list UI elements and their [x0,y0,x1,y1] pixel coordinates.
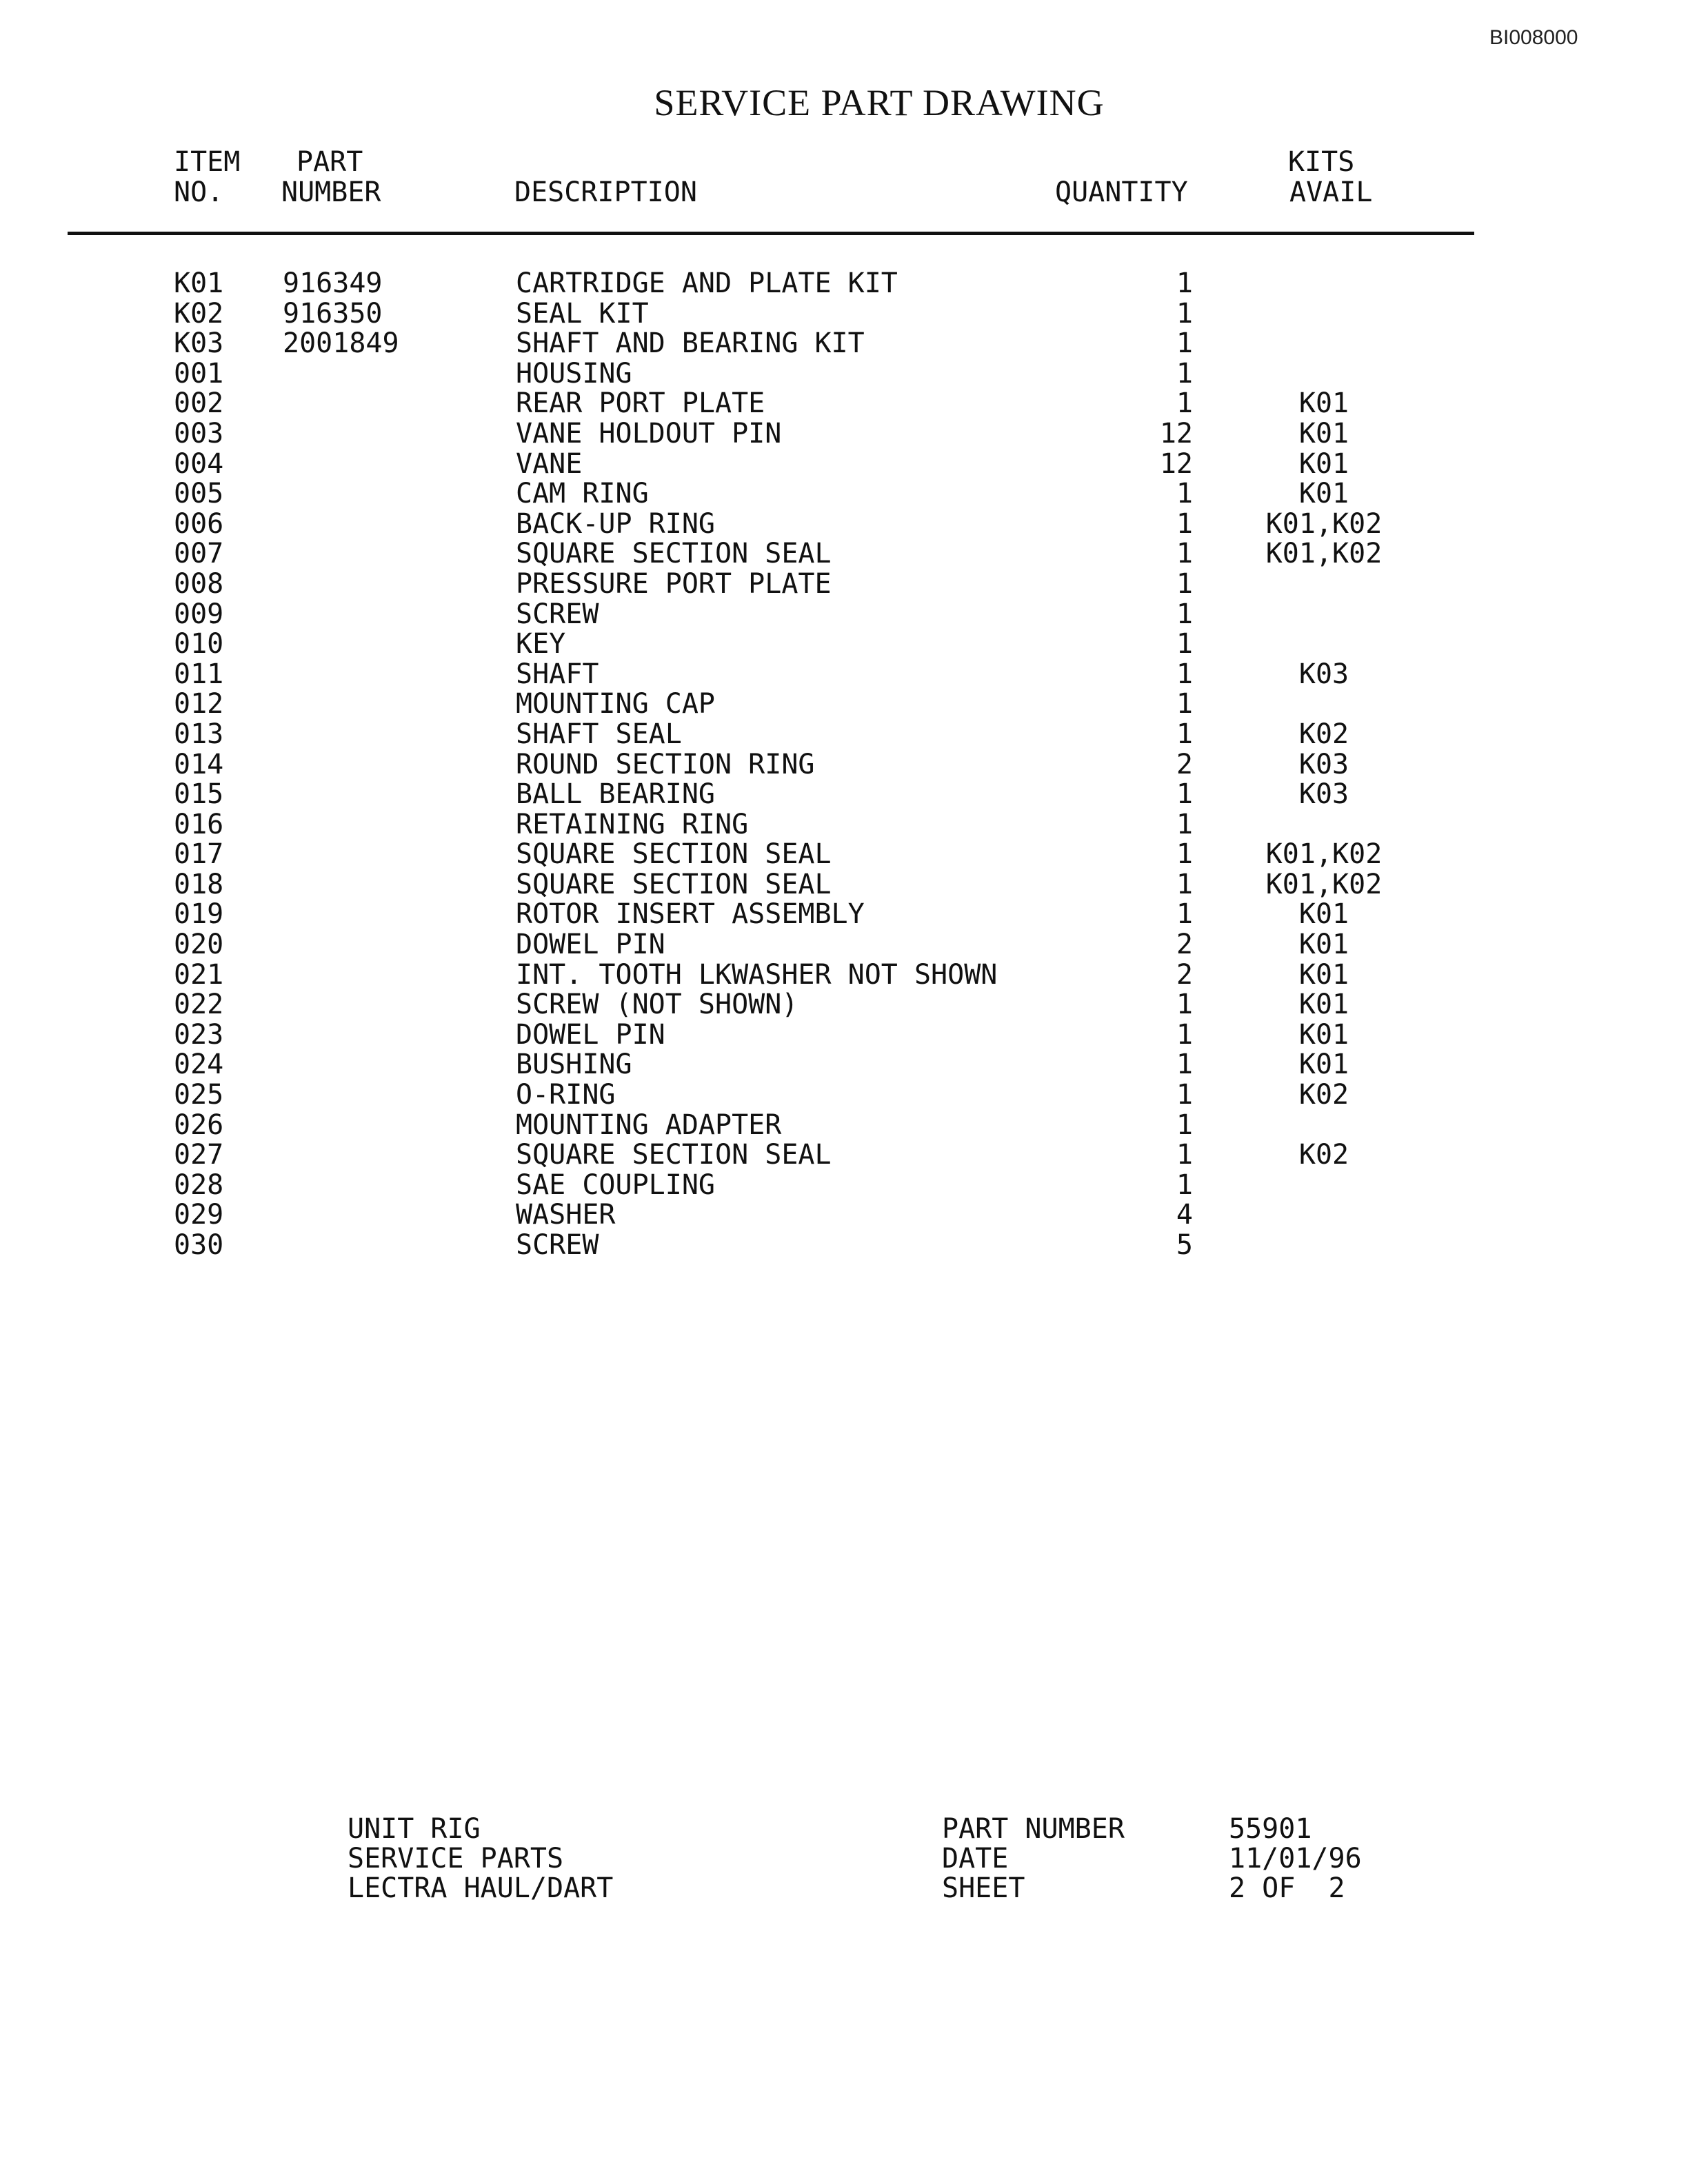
cell-quantity: 1 [1176,478,1193,510]
cell-item-number: 012 [174,688,224,720]
cell-quantity: 1 [1176,868,1193,900]
table-row [0,539,1688,569]
cell-item-number: 021 [174,958,224,991]
cell-quantity: 1 [1176,1049,1193,1081]
table-row [0,900,1688,930]
cell-item-number: 022 [174,989,224,1021]
cell-kits-avail: K01 [1298,929,1349,961]
footer-company: UNIT RIG [348,1813,481,1845]
cell-item-number: 020 [174,929,224,961]
cell-kits-avail: K02 [1298,718,1349,750]
cell-description: SHAFT AND BEARING KIT [516,327,865,360]
cell-quantity: 1 [1176,778,1193,811]
table-row [0,1200,1688,1231]
cell-quantity: 1 [1176,598,1193,630]
cell-item-number: 028 [174,1169,224,1201]
table-row [0,359,1688,390]
header-kits-line1: KITS [1288,146,1355,178]
cell-description: BUSHING [516,1049,632,1081]
cell-description: DOWEL PIN [516,929,665,961]
table-row [0,780,1688,810]
header-description: DESCRIPTION [514,176,697,208]
cell-description: DOWEL PIN [516,1018,665,1051]
cell-kits-avail: K01,K02 [1265,507,1383,540]
cell-kits-avail: K01 [1298,1049,1349,1081]
cell-kits-avail: K01 [1298,898,1349,931]
cell-quantity: 1 [1176,1079,1193,1111]
cell-description: ROTOR INSERT ASSEMBLY [516,898,865,931]
table-row [0,449,1688,480]
footer-label-part-number: PART NUMBER [942,1813,1125,1845]
cell-description: SEAL KIT [516,297,649,330]
cell-kits-avail: K01 [1298,387,1349,420]
cell-kits-avail: K01,K02 [1265,838,1383,871]
header-divider [68,232,1474,235]
cell-description: SCREW [516,1229,599,1261]
cell-description: SHAFT SEAL [516,718,682,750]
table-row [0,990,1688,1020]
cell-item-number: 029 [174,1199,224,1231]
table-row [0,329,1688,359]
cell-quantity: 1 [1176,538,1193,570]
table-row [0,569,1688,600]
cell-kits-avail: K01 [1298,1018,1349,1051]
cell-description: O-RING [516,1079,616,1111]
footer-doc-type: SERVICE PARTS [348,1843,564,1874]
cell-quantity: 1 [1176,1139,1193,1171]
cell-quantity: 1 [1176,567,1193,600]
table-row [0,660,1688,690]
cell-item-number: 013 [174,718,224,750]
cell-kits-avail: K03 [1298,748,1349,780]
footer-product: LECTRA HAUL/DART [348,1872,614,1904]
cell-description: REAR PORT PLATE [516,387,765,420]
table-row [0,1171,1688,1201]
header-part-line1: PART [297,146,363,178]
cell-quantity: 12 [1159,447,1193,480]
cell-description: MOUNTING CAP [516,688,715,720]
cell-kits-avail: K02 [1298,1079,1349,1111]
cell-description: VANE HOLDOUT PIN [516,417,782,449]
cell-item-number: 024 [174,1049,224,1081]
table-row [0,509,1688,540]
table-row [0,389,1688,419]
cell-item-number: 025 [174,1079,224,1111]
cell-description: HOUSING [516,357,632,390]
cell-quantity: 5 [1176,1229,1193,1261]
cell-description: RETAINING RING [516,808,749,840]
footer-value-sheet: 2 OF 2 [1229,1872,1345,1904]
cell-kits-avail: K01,K02 [1265,538,1383,570]
cell-item-number: 007 [174,538,224,570]
cell-quantity: 1 [1176,267,1193,299]
cell-quantity: 1 [1176,838,1193,871]
header-kits-line2: AVAIL [1289,176,1373,208]
cell-quantity: 1 [1176,297,1193,330]
table-row [0,1140,1688,1171]
cell-description: SQUARE SECTION SEAL [516,838,832,871]
table-row [0,600,1688,630]
cell-description: CARTRIDGE AND PLATE KIT [516,267,898,299]
cell-description: BALL BEARING [516,778,715,811]
cell-item-number: 003 [174,417,224,449]
cell-quantity: 1 [1176,718,1193,750]
table-row [0,930,1688,960]
table-row [0,1231,1688,1261]
cell-description: SHAFT [516,658,599,690]
cell-quantity: 2 [1176,748,1193,780]
footer-label-date: DATE [942,1843,1009,1874]
cell-item-number: 019 [174,898,224,931]
document-id: BI008000 [1489,26,1578,49]
table-row [0,629,1688,660]
cell-item-number: 026 [174,1109,224,1141]
header-quantity: QUANTITY [1055,176,1188,208]
cell-description: SQUARE SECTION SEAL [516,1139,832,1171]
cell-item-number: 010 [174,628,224,660]
cell-item-number: K03 [174,327,224,360]
table-row [0,1111,1688,1141]
cell-description: SCREW [516,598,599,630]
table-row [0,720,1688,750]
cell-description: WASHER [516,1199,616,1231]
cell-description: INT. TOOTH LKWASHER NOT SHOWN [516,958,998,991]
cell-item-number: 014 [174,748,224,780]
cell-kits-avail: K01,K02 [1265,868,1383,900]
page-title: SERVICE PART DRAWING [654,82,1105,123]
table-row [0,1020,1688,1051]
cell-description: SQUARE SECTION SEAL [516,538,832,570]
cell-description: SAE COUPLING [516,1169,715,1201]
cell-item-number: 011 [174,658,224,690]
cell-description: ROUND SECTION RING [516,748,815,780]
cell-quantity: 4 [1176,1199,1193,1231]
cell-kits-avail: K01 [1298,958,1349,991]
header-item-line2: NO. [174,176,224,208]
header-part-line2: NUMBER [281,176,381,208]
cell-quantity: 1 [1176,808,1193,840]
table-row [0,810,1688,840]
cell-part-number: 2001849 [283,327,399,360]
cell-quantity: 2 [1176,958,1193,991]
cell-quantity: 2 [1176,929,1193,961]
cell-quantity: 1 [1176,327,1193,360]
cell-part-number: 916350 [283,297,383,330]
cell-item-number: 004 [174,447,224,480]
cell-part-number: 916349 [283,267,383,299]
cell-item-number: 009 [174,598,224,630]
cell-item-number: 006 [174,507,224,540]
cell-kits-avail: K01 [1298,989,1349,1021]
table-row [0,870,1688,900]
table-row [0,419,1688,449]
table-row [0,750,1688,780]
footer-value-date: 11/01/96 [1229,1843,1362,1874]
cell-quantity: 1 [1176,1109,1193,1141]
cell-item-number: 002 [174,387,224,420]
cell-description: BACK-UP RING [516,507,715,540]
cell-item-number: 001 [174,357,224,390]
cell-description: PRESSURE PORT PLATE [516,567,832,600]
table-row [0,1080,1688,1111]
cell-quantity: 1 [1176,628,1193,660]
cell-item-number: 017 [174,838,224,871]
cell-item-number: 030 [174,1229,224,1261]
table-row [0,689,1688,720]
table-row [0,479,1688,509]
cell-kits-avail: K02 [1298,1139,1349,1171]
cell-quantity: 1 [1176,1018,1193,1051]
cell-description: MOUNTING ADAPTER [516,1109,782,1141]
cell-quantity: 1 [1176,507,1193,540]
cell-quantity: 1 [1176,387,1193,420]
cell-quantity: 1 [1176,898,1193,931]
cell-kits-avail: K01 [1298,447,1349,480]
cell-kits-avail: K01 [1298,417,1349,449]
cell-description: SQUARE SECTION SEAL [516,868,832,900]
cell-item-number: K02 [174,297,224,330]
table-row [0,269,1688,299]
cell-quantity: 12 [1159,417,1193,449]
cell-item-number: 015 [174,778,224,811]
cell-kits-avail: K03 [1298,778,1349,811]
cell-item-number: 008 [174,567,224,600]
cell-description: SCREW (NOT SHOWN) [516,989,798,1021]
cell-item-number: 023 [174,1018,224,1051]
cell-item-number: 016 [174,808,224,840]
header-item-line1: ITEM [174,146,241,178]
parts-table [0,269,1688,1261]
cell-quantity: 1 [1176,989,1193,1021]
cell-quantity: 1 [1176,688,1193,720]
cell-item-number: 027 [174,1139,224,1171]
cell-description: KEY [516,628,566,660]
footer-label-sheet: SHEET [942,1872,1025,1904]
cell-description: VANE [516,447,583,480]
cell-item-number: K01 [174,267,224,299]
cell-kits-avail: K03 [1298,658,1349,690]
cell-quantity: 1 [1176,658,1193,690]
cell-item-number: 005 [174,478,224,510]
cell-kits-avail: K01 [1298,478,1349,510]
cell-quantity: 1 [1176,357,1193,390]
table-row [0,840,1688,870]
cell-description: CAM RING [516,478,649,510]
cell-item-number: 018 [174,868,224,900]
cell-quantity: 1 [1176,1169,1193,1201]
table-row [0,1050,1688,1080]
table-row [0,960,1688,991]
table-row [0,299,1688,330]
footer-value-part-number: 55901 [1229,1813,1312,1845]
